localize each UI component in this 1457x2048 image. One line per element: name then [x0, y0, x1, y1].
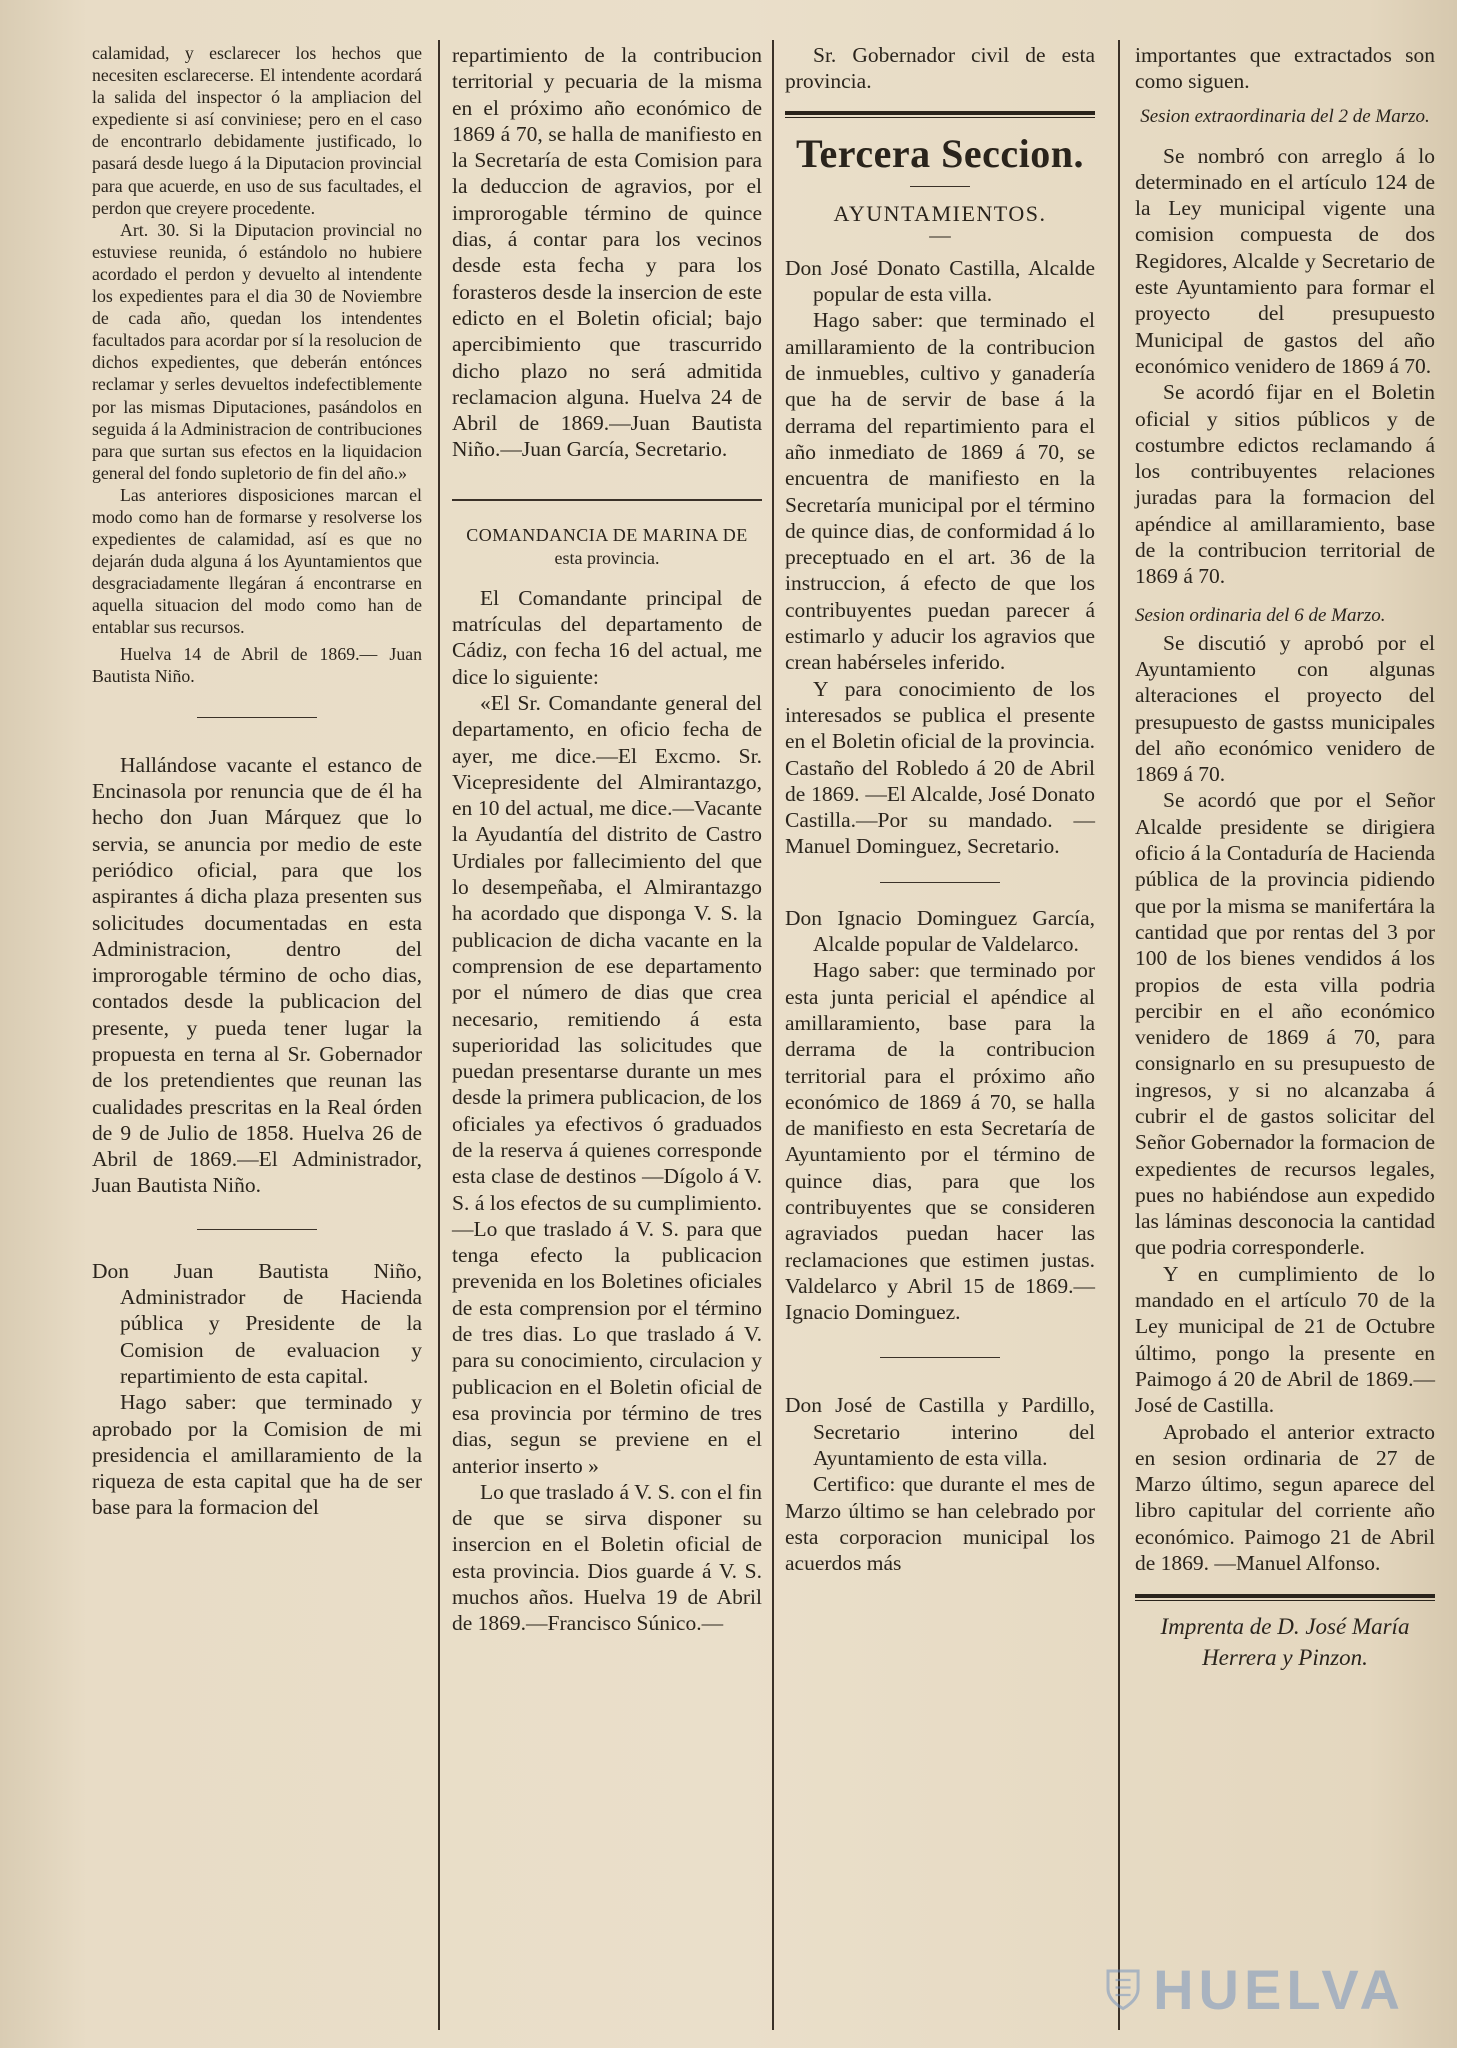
divider — [197, 1229, 317, 1230]
paragraph: El Comandante principal de matrículas del departamento de Cádiz, con fecha 16 del actual, me dice lo siguiente: — [452, 585, 762, 689]
huelva-watermark — [1105, 1954, 1405, 2024]
session-heading: Sesion ordinaria del 6 de Marzo. — [1135, 604, 1386, 626]
section-title: Tercera Seccion. — [796, 130, 1084, 176]
coat-of-arms-icon — [1105, 1959, 1141, 2019]
paragraph: importantes que extractados son como siguen. — [1135, 43, 1435, 94]
paragraph: Art. 30. Si la Diputacion provincial no estuviese reunida, ó estándolo no hubiere acordado el perdon y devuelto al intendente los expedientes para el dia 30 de Noviembre de cada año, quedan los intendentes facultados para acordar por sí la resolucion de dichos expedientes, que deberán entónces reclamar y serles devueltos indefectiblemente por las mismas Diputaciones, pasándolos en seguida á la Administracion de contribuciones para que surtan sus efectos en la liquidacion general del fondo supletorio de fin del año.» — [92, 219, 422, 483]
column-rule — [1118, 40, 1120, 2030]
column-3 — [785, 42, 1095, 1577]
divider — [197, 717, 317, 718]
column-rule — [772, 40, 774, 2030]
paragraph: Sr. Gobernador civil de esta provincia. — [785, 43, 1095, 94]
divider — [452, 499, 762, 501]
double-rule — [1135, 1594, 1435, 1601]
paragraph: repartimiento de la contribucion territorial y pecuaria de la misma en el próximo año económico de 1869 á 70, se halla de manifiesto en la Secretaría de esta Comision para la deduccion de agravios, por el improrogable término de quince dias, á contar para los vecinos desde esta fecha y para los forasteros desde la insercion de este edicto en el Boletin oficial; bajo apercibimiento que trascurrido dicho plazo no será admitida reclamacion alguna. Huelva 24 de Abril de 1869.—Juan Bautista Niño.—Juan García, Secretario. — [452, 43, 762, 462]
paragraph: Se acordó fijar en el Boletin oficial y sitios públicos y de costumbre edictos reclamando á los contribuyentes relaciones juradas para la formacion del apéndice al amillaramiento, base de la contribucion territorial de 1869 á 70. — [1135, 380, 1435, 589]
paragraph: Hago saber: que terminado por esta junta pericial el apéndice al amillaramiento, base para la derrama de la contribucion territorial para el próximo año económico de 1869 á 70, se halla de manifiesto en esta Secretaría de Ayuntamiento por el término de quince dias, para que los contribuyentes que se consideren agraviados puedan hacer las reclamaciones que estimen justas. Valdelarco y Abril 15 de 1869.—Ignacio Dominguez. — [785, 958, 1095, 1325]
paragraph: «El Sr. Comandante general del departamento, en oficio fecha de ayer, me dice.—El Excmo. Sr. Vicepresidente del Almirantazgo, en 10 del actual, me dice.—Vacante la Ayudantía del distrito de Castro Urdiales por fallecimiento del que lo desempeñaba, el Almirantazgo ha acordado que disponga V. S. la publicacion de dicha vacante en la comprension de ese departamento por el número de dias que crea necesario, remitiendo á esta superioridad las solicitudes que puedan presentarse durante un mes desde la primera publicacion, de los oficiales ya efectivos ó graduados de la reserva á quienes corresponde esta clase de destinos —Dígolo á V. S. á los efectos de su cumplimiento.—Lo que traslado á V. S. para que tenga efecto la publicacion prevenida en los Boletines oficiales de esta comprension por el término de tres dias. Lo que traslado á V. para su conocimiento, circulacion y publicacion en el Boletin oficial de esa provincia por término de tres dias, segun se previene en el anterior inserto » — [452, 690, 762, 1478]
notice-heading: Don José Donato Castilla, Alcalde popular de esta villa. — [785, 255, 1095, 307]
paragraph: calamidad, y esclarecer los hechos que necesiten esclarecerse. El intendente acordará la salida del inspector ó la ampliacion del expediente si así conviniese; pero en el caso de encontrarlo debidamente justificado, lo pasará desde luego á la Diputacion provincial para que acuerde, en uso de sus facultades, el perdon que creyere procedente. — [92, 43, 422, 218]
paragraph: Certifico: que durante el mes de Marzo último se han celebrado por esta corporacion municipal los acuerdos más — [785, 1472, 1095, 1576]
divider — [880, 1357, 1000, 1358]
double-rule — [785, 111, 1095, 118]
divider — [910, 186, 970, 187]
column-rule — [438, 40, 440, 2030]
column-1 — [92, 42, 422, 1521]
notice-heading: Don Ignacio Dominguez García, Alcalde popular de Valdelarco. — [785, 905, 1095, 957]
column-4 — [1135, 42, 1435, 1673]
session-heading: Sesion extraordinaria del 2 de Marzo. — [1140, 105, 1430, 127]
paragraph: Lo que traslado á V. S. con el fin de que se sirva disponer su insercion en el Boletin oficial de esta provincia. Dios guarde á V. S. muchos años. Huelva 19 de Abril de 1869.—Francisco Súnico.— — [452, 1479, 762, 1636]
signature-line: Huelva 14 de Abril de 1869.— Juan Bautista Niño. — [92, 643, 422, 686]
section-subheading: esta provincia. — [554, 547, 660, 568]
imprint-line: Herrera y Pinzon. — [1202, 1645, 1368, 1671]
paragraph: Hallándose vacante el estanco de Encinasola por renuncia que de él ha hecho don Juan Márquez que lo servia, se anuncia por medio de este periódico oficial, para que los aspirantes á dicha plaza presenten sus solicitudes documentadas en esta Administracion, dentro del improrogable término de ocho dias, contados desde la publicacion del presente, y pueda tener lugar la propuesta en terna al Sr. Gobernador de los pretendientes que reunan las cualidades prescritas en la Real órden de 9 de Julio de 1858. Huelva 26 de Abril de 1869.—El Administrador, Juan Bautista Niño. — [92, 752, 422, 1198]
paragraph: Hago saber: que terminado el amillaramiento de la contribucion de inmuebles, cultivo y ganadería que ha de servir de base á la derrama del repartimiento para el año inmediato de 1869 á 70, se encuentra de manifiesto en la Secretaría municipal por el término de quince dias, de conformidad á lo preceptuado en el art. 36 de la instruccion, á efecto de que los contribuyentes puedan parecer á estimarlo y aducir los agravios que crean habérseles inferido. — [785, 308, 1095, 675]
imprint-line: Imprenta de D. José María — [1160, 1614, 1410, 1640]
notice-heading: Don Juan Bautista Niño, Administrador de Hacienda pública y Presidente de la Comision de evaluacion y repartimiento de esta capital. — [92, 1258, 422, 1388]
watermark-text: HUELVA — [1153, 1957, 1405, 2021]
paragraph: Hago saber: que terminado y aprobado por la Comision de mi presidencia el amillaramiento de la riqueza de esta capital que ha de ser base para la formacion del — [92, 1390, 422, 1520]
column-2 — [452, 42, 762, 1637]
paragraph: Las anteriores disposiciones marcan el modo como han de formarse y resolverse los expedientes de calamidad, así es que no dejarán duda alguna á los Ayuntamientos que desgraciadamente llegáran á encontrarse en aquella situacion del modo como han de entablar sus recursos. — [92, 484, 422, 638]
paragraph: Y para conocimiento de los interesados se publica el presente en el Boletin oficial de la provincia. Castaño del Robledo á 20 de Abril de 1869. —El Alcalde, José Donato Castilla.—Por su mandado. —Manuel Dominguez, Secretario. — [785, 676, 1095, 859]
dash: — — [929, 222, 951, 247]
section-heading: COMANDANCIA DE MARINA DE — [466, 524, 748, 545]
paragraph: Se nombró con arreglo á lo determinado en el artículo 124 de la Ley municipal vigente una comision compuesta de dos Regidores, Alcalde y Secretario de este Ayuntamiento para formar el proyecto del presupuesto Municipal de gastos del año económico venidero de 1869 á 70. — [1135, 143, 1435, 378]
divider — [880, 882, 1000, 883]
paragraph: Aprobado el anterior extracto en sesion ordinaria de 27 de Marzo último, segun aparece del libro capitular del corriente año económico. Paimogo 21 de Abril de 1869. —Manuel Alfonso. — [1135, 1419, 1435, 1576]
paragraph: Se discutió y aprobó por el Ayuntamiento con algunas alteraciones el proyecto del presupuesto de gastss municipales del año económico venidero de 1869 á 70. — [1135, 630, 1435, 787]
paragraph: Y en cumplimiento de lo mandado en el artículo 70 de la Ley municipal de 21 de Octubre último, pongo la presente en Paimogo á 20 de Abril de 1869.—José de Castilla. — [1135, 1261, 1435, 1418]
paragraph: Se acordó que por el Señor Alcalde presidente se dirigiera oficio á la Contaduría de Hacienda pública de la provincia pidiendo que por la misma se manifertára la cantidad que por rentas del 3 por 100 de los bienes vendidos á los propios de esta villa podria percibir en el año económico venidero de 1869 á 70, para consignarlo en su presupuesto de ingresos, y si no alcanzaba á cubrir el de gastos solicitar del Señor Gobernador la formacion de expedientes de recursos legales, pues no habiéndose aun expedido las láminas desconocia la cantidad que podria corresponderle. — [1135, 788, 1435, 1260]
notice-heading: Don José de Castilla y Pardillo, Secretario interino del Ayuntamiento de esta villa. — [785, 1393, 1095, 1471]
section-subtitle: AYUNTAMIENTOS. — [833, 200, 1047, 226]
